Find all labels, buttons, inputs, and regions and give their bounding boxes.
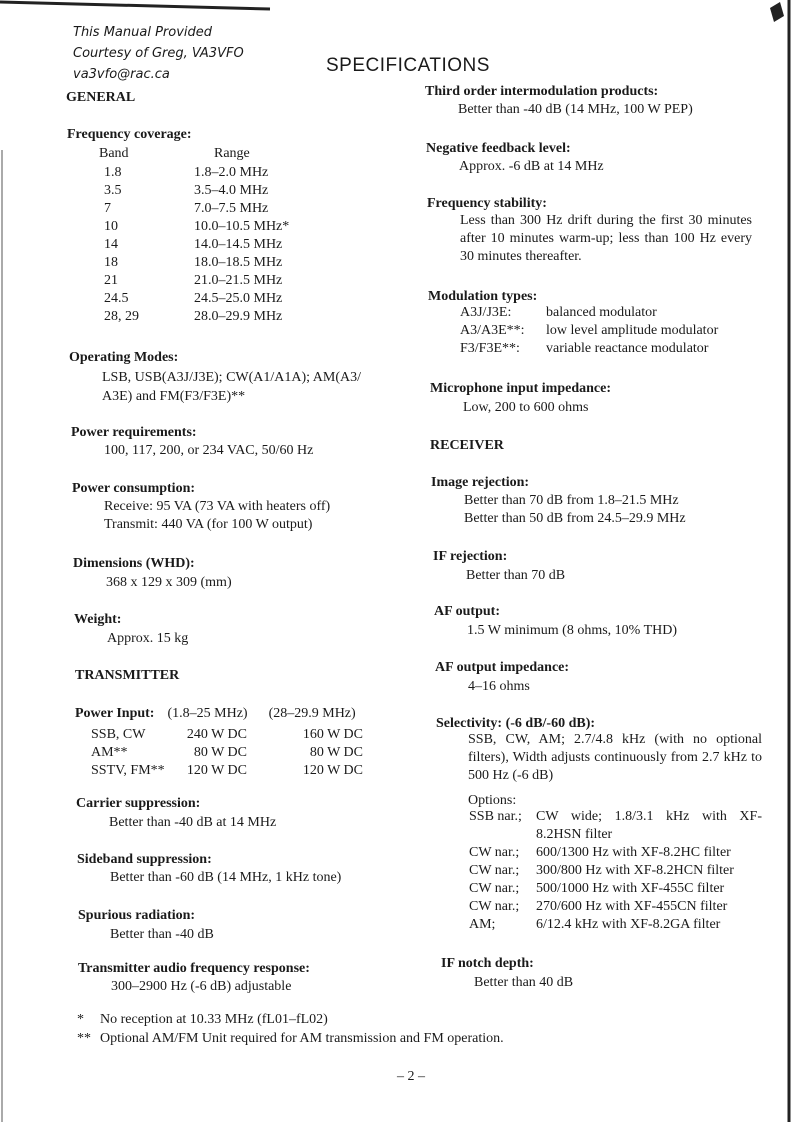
band-value: 28, 29 [104,309,139,324]
carrier-suppression-heading: Carrier suppression: [76,796,201,811]
modulation-row [460,322,718,340]
power-value-low: 240 W DC [186,727,247,742]
negative-feedback-heading: Negative feedback level: [426,141,571,156]
power-value-high: 120 W DC [302,763,363,778]
range-value: 10.0–10.5 MHz* [194,219,290,234]
dimensions-value: 368 x 129 x 309 (mm) [106,575,232,590]
image-rejection-value-1: Better than 70 dB from 1.8–21.5 MHz [464,493,679,508]
spurious-radiation-value: Better than -40 dB [110,927,214,942]
range-value: 3.5–4.0 MHz [194,183,269,198]
option-row [469,808,762,844]
if-rejection-heading: IF rejection: [433,549,508,564]
band-row [104,218,289,236]
range-value: 1.8–2.0 MHz [194,165,269,180]
af-impedance-value: 4–16 ohms [468,679,530,694]
band-value: 7 [104,201,111,216]
manual-credit [73,22,244,85]
power-requirements-value: 100, 117, 200, or 234 VAC, 50/60 Hz [104,443,314,458]
power-mode: SSB, CW [91,727,146,742]
option-desc: 300/800 Hz with XF-8.2HCN filter [536,863,734,878]
band-row [104,182,289,200]
imd-value: Better than -40 dB (14 MHz, 100 W PEP) [458,102,693,117]
power-input-col2: (28–29.9 MHz) [268,706,356,721]
power-input-row [91,762,363,780]
selectivity-value: SSB, CW, AM; 2.7/4.8 kHz (with no optional filters), Width adjusts continuously from 2.7 kHz to 500 Hz (-6 dB) [468,732,762,783]
power-consumption-receive: Receive: 95 VA (73 VA with heaters off) [104,499,331,514]
operating-modes-heading: Operating Modes: [69,350,179,365]
option-label: CW nar.; [469,881,520,896]
image-rejection-value-2: Better than 50 dB from 24.5–29.9 MHz [464,511,686,526]
spacer [247,744,299,762]
modulation-row [460,340,718,358]
footnote-mark: ** [77,1031,91,1046]
selectivity-heading: Selectivity: (-6 dB/-60 dB): [436,716,596,731]
range-value: 28.0–29.9 MHz [194,309,283,324]
band-row [104,272,289,290]
power-input-label: Power Input: [75,706,155,721]
transmitter-heading: TRANSMITTER [75,668,180,683]
if-rejection-value: Better than 70 dB [466,568,566,583]
band-column-header: Band [99,146,129,161]
power-mode: SSTV, FM** [91,763,165,778]
modulation-desc: balanced modulator [546,305,657,320]
af-output-heading: AF output: [434,604,500,619]
operating-modes-line2: A3E) and FM(F3/F3E)** [102,389,246,404]
mic-impedance-value: Low, 200 to 600 ohms [463,400,589,415]
audio-response-value: 300–2900 Hz (-6 dB) adjustable [111,979,292,994]
option-label: CW nar.; [469,899,520,914]
band-row [104,236,289,254]
audio-response-heading: Transmitter audio frequency response: [78,961,310,976]
if-notch-heading: IF notch depth: [441,956,534,971]
power-mode: AM** [91,745,128,760]
weight-heading: Weight: [74,612,122,627]
band-row [104,308,289,326]
page-number: – 2 – [397,1069,425,1084]
options-label: Options: [468,793,517,808]
modulation-types-heading: Modulation types: [428,289,538,304]
imd-heading: Third order intermodulation products: [425,84,659,99]
power-input-row [91,744,363,762]
option-desc: 500/1000 Hz with XF-455C filter [536,881,725,896]
option-desc: 600/1300 Hz with XF-8.2HC filter [536,845,731,860]
band-value: 18 [104,255,118,270]
modulation-desc: low level amplitude modulator [546,323,719,338]
dimensions-heading: Dimensions (WHD): [73,556,195,571]
general-heading: GENERAL [66,90,136,105]
negative-feedback-value: Approx. -6 dB at 14 MHz [459,159,604,174]
power-value-low: 120 W DC [186,763,247,778]
range-column-header: Range [214,146,250,161]
operating-modes-line1: LSB, USB(A3J/J3E); CW(A1/A1A); AM(A3/ [102,370,362,385]
frequency-table [99,145,250,163]
credit-line-3: va3vfo@rac.ca [73,67,170,82]
options-table [469,808,762,934]
option-desc: CW wide; 1.8/3.1 kHz with XF-8.2HSN filter [536,809,762,842]
power-value-high: 80 W DC [309,745,363,760]
footnote-mark: * [77,1012,84,1027]
frequency-rows [104,164,289,326]
power-input-table [91,726,363,780]
band-value: 1.8 [104,165,122,180]
range-value: 14.0–14.5 MHz [194,237,283,252]
footnote [77,1030,504,1048]
band-value: 21 [104,273,118,288]
af-output-value: 1.5 W minimum (8 ohms, 10% THD) [467,623,677,638]
power-value-low: 80 W DC [193,745,247,760]
footnote-text: Optional AM/FM Unit required for AM transmission and FM operation. [100,1031,504,1046]
if-notch-value: Better than 40 dB [474,975,574,990]
option-label: SSB nar.; [469,809,522,824]
power-consumption-heading: Power consumption: [72,481,196,496]
carrier-suppression-value: Better than -40 dB at 14 MHz [109,815,277,830]
range-value: 21.0–21.5 MHz [194,273,283,288]
option-row [469,916,762,934]
option-label: AM; [469,917,496,932]
option-label: CW nar.; [469,845,520,860]
modulation-type: F3/F3E**: [460,341,520,356]
footnote-text: No reception at 10.33 MHz (fL01–fL02) [100,1012,328,1027]
spurious-radiation-heading: Spurious radiation: [78,908,196,923]
spacer [247,762,299,780]
credit-line-2: Courtesy of Greg, VA3VFO [73,46,244,61]
credit-line-1: This Manual Provided [73,25,213,40]
sideband-suppression-value: Better than -60 dB (14 MHz, 1 kHz tone) [110,870,342,885]
receiver-heading: RECEIVER [430,438,504,453]
option-row [469,880,762,898]
power-input-col1: (1.8–25 MHz) [167,706,248,721]
band-value: 10 [104,219,118,234]
page-title: SPECIFICATIONS [326,55,490,76]
modulation-type: A3/A3E**: [460,323,525,338]
mic-impedance-heading: Microphone input impedance: [430,381,611,396]
af-impedance-heading: AF output impedance: [435,660,570,675]
modulation-row [460,304,718,322]
power-input-row [75,705,356,723]
power-value-high: 160 W DC [302,727,363,742]
power-consumption-transmit: Transmit: 440 VA (for 100 W output) [104,517,313,532]
band-row [104,290,289,308]
sideband-suppression-heading: Sideband suppression: [77,852,212,867]
band-row [104,164,289,182]
option-row [469,862,762,880]
band-value: 3.5 [104,183,122,198]
frequency-stability-value: Less than 300 Hz drift during the first 30 minutes after 10 minutes warm-up; less than 100 Hz every 30 minutes thereafter. [460,213,752,264]
modulation-type: A3J/J3E: [460,305,512,320]
modulation-desc: variable reactance modulator [546,341,709,356]
modulation-table [460,304,718,358]
frequency-stability-heading: Frequency stability: [427,196,547,211]
spacer [247,726,299,744]
range-value: 18.0–18.5 MHz [194,255,283,270]
power-requirements-heading: Power requirements: [71,425,197,440]
band-row [104,254,289,272]
option-row [469,844,762,862]
band-row [104,200,289,218]
image-rejection-heading: Image rejection: [431,475,530,490]
option-desc: 6/12.4 kHz with XF-8.2GA filter [536,917,721,932]
option-desc: 270/600 Hz with XF-455CN filter [536,899,728,914]
frequency-coverage-heading: Frequency coverage: [67,127,192,142]
footnote [77,1011,328,1029]
frequency-table-header [99,145,250,163]
range-value: 7.0–7.5 MHz [194,201,269,216]
weight-value: Approx. 15 kg [107,631,189,646]
range-value: 24.5–25.0 MHz [194,291,283,306]
band-value: 14 [104,237,118,252]
option-label: CW nar.; [469,863,520,878]
power-input-row [91,726,363,744]
band-value: 24.5 [104,291,129,306]
option-row [469,898,762,916]
